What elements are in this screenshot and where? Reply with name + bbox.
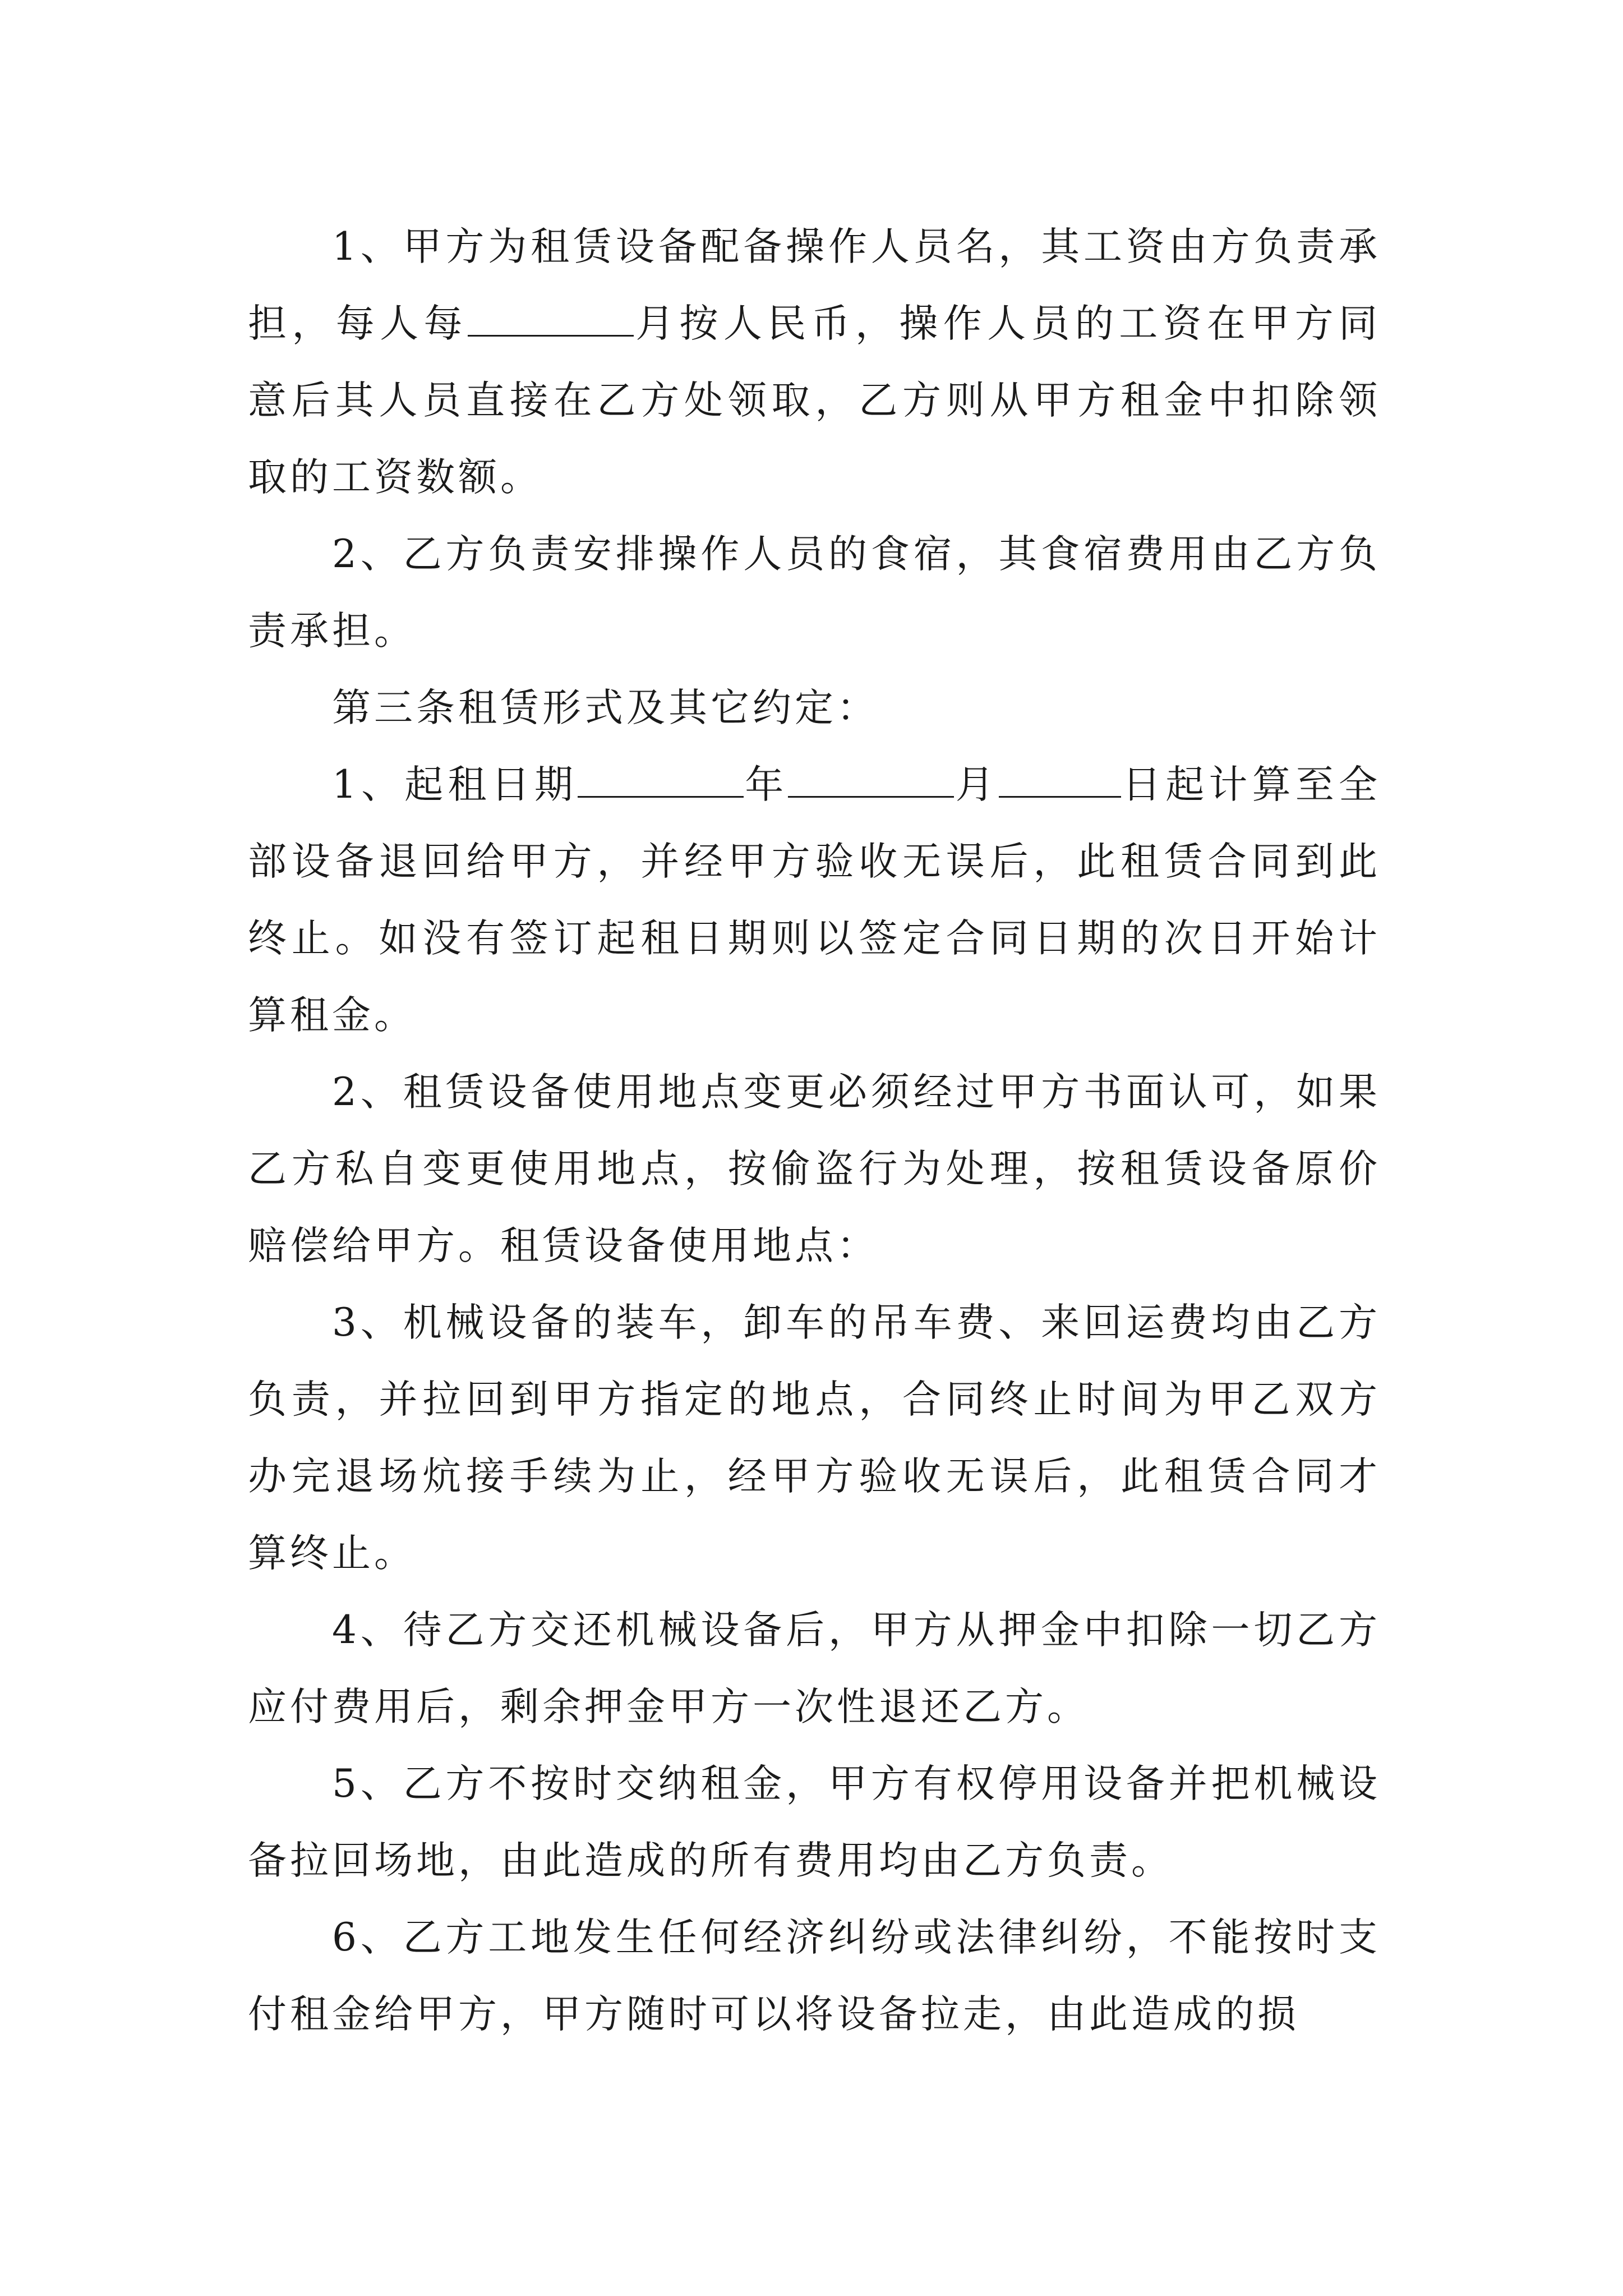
paragraph-text: 第三条租赁形式及其它约定： (332, 685, 879, 730)
paragraph-text: 3、机械设备的装车，卸车的吊车费、来回运费均由乙方负责，并拉回到甲方指定的地点，合同终止时间为甲乙双方办完退场炕接手续为止，经甲方验收无误后，此租赁合同才算终止。 (248, 1300, 1381, 1576)
contract-paragraph (248, 747, 1381, 1054)
contract-paragraph (248, 1746, 1381, 1899)
paragraph-text: 1、甲方为租赁设备配备操作人员名，其工资由方负责承担，每人每 (248, 224, 1381, 346)
paragraph-text: 月按人民币，操作人员的工资在甲方同意后其人员直接在乙方处领取，乙方则从甲方租金中扣除领取的工资数额。 (248, 301, 1381, 500)
paragraph-text: 1、起租日期 (332, 762, 578, 807)
paragraph-text: 6、乙方工地发生任何经济纠纷或法律纠纷，不能按时支付租金给甲方，甲方随时可以将设备拉走，由此造成的损 (248, 1915, 1381, 2037)
paragraph-text: 4、待乙方交还机械设备后，甲方从押金中扣除一切乙方应付费用后，剩余押金甲方一次性退还乙方。 (248, 1608, 1381, 1729)
contract-paragraph (248, 1285, 1381, 1592)
paragraph-text: 日起计算至全部设备退回给甲方，并经甲方验收无误后，此租赁合同到此终止。如没有签订起租日期则以签定合同日期的次日开始计算租金。 (248, 762, 1381, 1038)
contract-paragraph (248, 516, 1381, 670)
contract-paragraph (248, 670, 1381, 747)
fill-in-blank (468, 303, 634, 337)
paragraph-text: 2、租赁设备使用地点变更必须经过甲方书面认可，如果乙方私自变更使用地点，按偷盗行为处理，按租赁设备原价赔偿给甲方。租赁设备使用地点： (248, 1070, 1381, 1268)
paragraph-text: 5、乙方不按时交纳租金，甲方有权停用设备并把机械设备拉回场地，由此造成的所有费用均由乙方负责。 (248, 1761, 1381, 1883)
paragraph-text: 年 (744, 762, 789, 807)
contract-paragraph (248, 1592, 1381, 1746)
paragraph-text: 2、乙方负责安排操作人员的食宿，其食宿费用由乙方负责承担。 (248, 532, 1381, 654)
fill-in-blank (578, 765, 744, 798)
contract-paragraph (248, 1054, 1381, 1285)
fill-in-blank (788, 765, 954, 798)
contract-paragraph (248, 209, 1381, 516)
paragraph-text: 月 (954, 762, 999, 807)
document-body (248, 209, 1381, 2053)
fill-in-blank (999, 765, 1121, 798)
contract-paragraph (248, 1899, 1381, 2053)
